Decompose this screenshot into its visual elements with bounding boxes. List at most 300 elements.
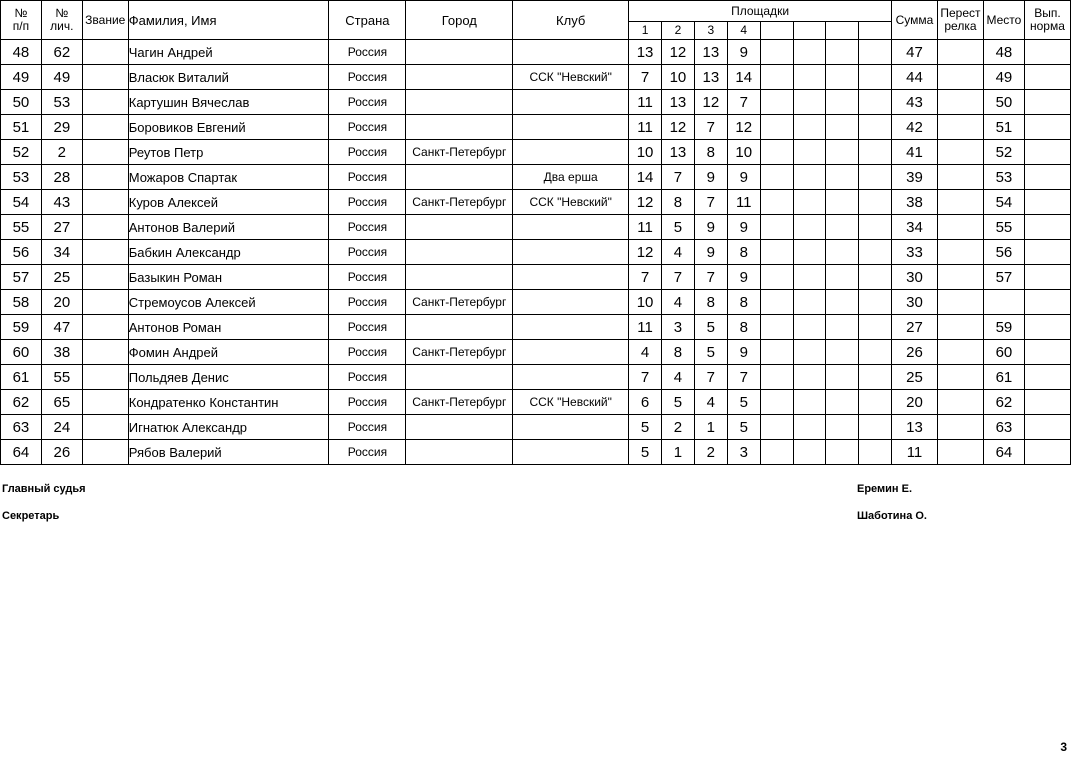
cell-perestrelka: [937, 190, 983, 215]
cell-num-pp: 53: [1, 165, 42, 190]
table-row: [1, 315, 1071, 340]
header-num-pp: № п/п: [1, 1, 42, 40]
cell-vyp-norma: [1024, 415, 1070, 440]
cell-site-2: 13: [661, 90, 694, 115]
cell-site-2: 13: [661, 140, 694, 165]
cell-site-8: [859, 190, 892, 215]
cell-city: [406, 90, 513, 115]
cell-name: Картушин Вячеслав: [128, 90, 329, 115]
table-row: [1, 415, 1071, 440]
cell-club: [513, 115, 629, 140]
cell-num-lich: 49: [41, 65, 82, 90]
cell-city: Санкт-Петербург: [406, 390, 513, 415]
cell-zvanie: [82, 90, 128, 115]
cell-site-1: 12: [629, 190, 662, 215]
cell-site-8: [859, 165, 892, 190]
cell-vyp-norma: [1024, 65, 1070, 90]
cell-site-3: 13: [694, 65, 727, 90]
cell-name: Игнатюк Александр: [128, 415, 329, 440]
cell-site-8: [859, 90, 892, 115]
cell-site-5: [760, 415, 793, 440]
cell-site-8: [859, 215, 892, 240]
cell-club: [513, 90, 629, 115]
cell-site-8: [859, 265, 892, 290]
cell-site-5: [760, 190, 793, 215]
cell-country: Россия: [329, 265, 406, 290]
cell-num-lich: 47: [41, 315, 82, 340]
cell-site-2: 8: [661, 190, 694, 215]
cell-site-1: 11: [629, 315, 662, 340]
cell-site-6: [793, 390, 826, 415]
header-site-8: [859, 22, 892, 40]
cell-country: Россия: [329, 340, 406, 365]
cell-site-4: 8: [727, 240, 760, 265]
cell-country: Россия: [329, 315, 406, 340]
cell-sum: 30: [892, 265, 938, 290]
table-row: [1, 215, 1071, 240]
cell-site-1: 5: [629, 415, 662, 440]
table-row: [1, 40, 1071, 65]
header-fio: Фамилия, Имя: [128, 1, 329, 40]
cell-place: 50: [983, 90, 1024, 115]
cell-site-7: [826, 115, 859, 140]
table-row: [1, 90, 1071, 115]
cell-place: 51: [983, 115, 1024, 140]
cell-num-pp: 58: [1, 290, 42, 315]
cell-zvanie: [82, 440, 128, 465]
cell-site-3: 12: [694, 90, 727, 115]
cell-sum: 42: [892, 115, 938, 140]
cell-place: 54: [983, 190, 1024, 215]
cell-site-5: [760, 215, 793, 240]
cell-city: [406, 40, 513, 65]
cell-vyp-norma: [1024, 290, 1070, 315]
cell-site-3: 13: [694, 40, 727, 65]
cell-site-3: 1: [694, 415, 727, 440]
cell-site-7: [826, 440, 859, 465]
cell-sum: 41: [892, 140, 938, 165]
cell-site-4: 9: [727, 340, 760, 365]
cell-site-8: [859, 115, 892, 140]
cell-site-6: [793, 65, 826, 90]
cell-site-3: 5: [694, 315, 727, 340]
cell-club: ССК "Невский": [513, 190, 629, 215]
cell-city: Санкт-Петербург: [406, 140, 513, 165]
cell-club: [513, 365, 629, 390]
table-row: [1, 140, 1071, 165]
cell-vyp-norma: [1024, 365, 1070, 390]
cell-zvanie: [82, 290, 128, 315]
cell-site-7: [826, 90, 859, 115]
cell-sum: 33: [892, 240, 938, 265]
cell-zvanie: [82, 115, 128, 140]
table-row: [1, 190, 1071, 215]
cell-city: [406, 415, 513, 440]
cell-name: Базыкин Роман: [128, 265, 329, 290]
cell-num-lich: 34: [41, 240, 82, 265]
table-row: [1, 265, 1071, 290]
cell-site-1: 10: [629, 290, 662, 315]
table-row: [1, 365, 1071, 390]
cell-num-lich: 62: [41, 40, 82, 65]
cell-site-8: [859, 340, 892, 365]
cell-site-1: 7: [629, 365, 662, 390]
cell-num-lich: 38: [41, 340, 82, 365]
cell-zvanie: [82, 215, 128, 240]
cell-name: Кондратенко Константин: [128, 390, 329, 415]
cell-perestrelka: [937, 440, 983, 465]
cell-site-4: 7: [727, 365, 760, 390]
cell-site-7: [826, 40, 859, 65]
cell-city: [406, 165, 513, 190]
cell-site-8: [859, 40, 892, 65]
cell-site-7: [826, 290, 859, 315]
cell-site-2: 7: [661, 165, 694, 190]
cell-city: [406, 215, 513, 240]
cell-city: [406, 240, 513, 265]
cell-num-pp: 61: [1, 365, 42, 390]
cell-name: Можаров Спартак: [128, 165, 329, 190]
cell-country: Россия: [329, 365, 406, 390]
cell-vyp-norma: [1024, 40, 1070, 65]
cell-site-3: 9: [694, 240, 727, 265]
cell-site-2: 12: [661, 115, 694, 140]
header-site-3: 3: [694, 22, 727, 40]
cell-site-7: [826, 240, 859, 265]
page-number: 3: [1060, 740, 1067, 754]
cell-site-6: [793, 115, 826, 140]
cell-club: [513, 315, 629, 340]
secretary-name: Шаботина О.: [857, 510, 927, 522]
cell-city: [406, 365, 513, 390]
cell-name: Чагин Андрей: [128, 40, 329, 65]
cell-sum: 34: [892, 215, 938, 240]
cell-num-lich: 26: [41, 440, 82, 465]
cell-zvanie: [82, 40, 128, 65]
cell-name: Антонов Валерий: [128, 215, 329, 240]
cell-site-3: 7: [694, 190, 727, 215]
cell-num-lich: 27: [41, 215, 82, 240]
header-site-4: 4: [727, 22, 760, 40]
cell-num-lich: 28: [41, 165, 82, 190]
header-site-2: 2: [661, 22, 694, 40]
cell-vyp-norma: [1024, 265, 1070, 290]
cell-site-2: 8: [661, 340, 694, 365]
cell-num-pp: 63: [1, 415, 42, 440]
cell-name: Куров Алексей: [128, 190, 329, 215]
cell-vyp-norma: [1024, 240, 1070, 265]
secretary-label: Секретарь: [2, 510, 60, 522]
cell-name: Реутов Петр: [128, 140, 329, 165]
cell-place: 63: [983, 415, 1024, 440]
cell-vyp-norma: [1024, 315, 1070, 340]
cell-club: [513, 40, 629, 65]
cell-site-8: [859, 440, 892, 465]
cell-site-8: [859, 315, 892, 340]
cell-site-6: [793, 315, 826, 340]
cell-name: Польдяев Денис: [128, 365, 329, 390]
cell-num-pp: 56: [1, 240, 42, 265]
cell-country: Россия: [329, 440, 406, 465]
cell-site-7: [826, 265, 859, 290]
table-row: [1, 290, 1071, 315]
cell-country: Россия: [329, 415, 406, 440]
cell-sum: 44: [892, 65, 938, 90]
cell-site-2: 2: [661, 415, 694, 440]
cell-site-1: 10: [629, 140, 662, 165]
cell-site-5: [760, 390, 793, 415]
cell-site-6: [793, 90, 826, 115]
cell-name: Боровиков Евгений: [128, 115, 329, 140]
cell-site-4: 7: [727, 90, 760, 115]
cell-site-8: [859, 240, 892, 265]
cell-perestrelka: [937, 365, 983, 390]
cell-site-6: [793, 365, 826, 390]
cell-vyp-norma: [1024, 165, 1070, 190]
cell-perestrelka: [937, 390, 983, 415]
cell-site-3: 8: [694, 290, 727, 315]
cell-place: 59: [983, 315, 1024, 340]
cell-site-8: [859, 65, 892, 90]
cell-country: Россия: [329, 190, 406, 215]
cell-club: [513, 290, 629, 315]
cell-site-2: 4: [661, 365, 694, 390]
cell-country: Россия: [329, 390, 406, 415]
cell-site-6: [793, 265, 826, 290]
cell-site-4: 5: [727, 390, 760, 415]
cell-site-3: 4: [694, 390, 727, 415]
cell-zvanie: [82, 340, 128, 365]
cell-site-3: 7: [694, 365, 727, 390]
table-row: [1, 240, 1071, 265]
cell-site-5: [760, 165, 793, 190]
cell-perestrelka: [937, 265, 983, 290]
cell-site-4: 9: [727, 40, 760, 65]
cell-num-pp: 48: [1, 40, 42, 65]
cell-club: Два ерша: [513, 165, 629, 190]
cell-num-lich: 53: [41, 90, 82, 115]
cell-name: Антонов Роман: [128, 315, 329, 340]
table-row: [1, 65, 1071, 90]
cell-country: Россия: [329, 290, 406, 315]
cell-site-3: 5: [694, 340, 727, 365]
cell-site-4: 10: [727, 140, 760, 165]
cell-vyp-norma: [1024, 340, 1070, 365]
cell-vyp-norma: [1024, 115, 1070, 140]
cell-site-3: 9: [694, 165, 727, 190]
cell-num-pp: 54: [1, 190, 42, 215]
cell-sum: 11: [892, 440, 938, 465]
cell-site-3: 8: [694, 140, 727, 165]
header-summa: Сумма: [892, 1, 938, 40]
cell-site-2: 1: [661, 440, 694, 465]
cell-num-pp: 52: [1, 140, 42, 165]
cell-place: 61: [983, 365, 1024, 390]
cell-site-8: [859, 290, 892, 315]
cell-site-7: [826, 340, 859, 365]
cell-sum: 39: [892, 165, 938, 190]
cell-site-2: 5: [661, 390, 694, 415]
cell-num-lich: 43: [41, 190, 82, 215]
header-vyp-norma: Вып. норма: [1024, 1, 1070, 40]
cell-city: Санкт-Петербург: [406, 190, 513, 215]
cell-num-pp: 50: [1, 90, 42, 115]
cell-num-pp: 59: [1, 315, 42, 340]
cell-site-5: [760, 315, 793, 340]
cell-club: [513, 415, 629, 440]
cell-site-2: 4: [661, 290, 694, 315]
cell-site-6: [793, 40, 826, 65]
table-row: [1, 440, 1071, 465]
cell-site-5: [760, 265, 793, 290]
table-row: [1, 390, 1071, 415]
cell-place: 55: [983, 215, 1024, 240]
cell-site-4: 12: [727, 115, 760, 140]
cell-site-7: [826, 190, 859, 215]
cell-vyp-norma: [1024, 440, 1070, 465]
cell-site-5: [760, 240, 793, 265]
cell-club: [513, 140, 629, 165]
cell-site-5: [760, 115, 793, 140]
cell-site-1: 11: [629, 115, 662, 140]
header-perestrelka: Перест релка: [937, 1, 983, 40]
cell-name: Стремоусов Алексей: [128, 290, 329, 315]
cell-name: Фомин Андрей: [128, 340, 329, 365]
cell-site-4: 8: [727, 290, 760, 315]
cell-zvanie: [82, 190, 128, 215]
cell-club: [513, 340, 629, 365]
cell-city: [406, 265, 513, 290]
header-site-6: [793, 22, 826, 40]
cell-site-7: [826, 415, 859, 440]
cell-site-5: [760, 65, 793, 90]
cell-country: Россия: [329, 240, 406, 265]
cell-sum: 43: [892, 90, 938, 115]
chief-judge-name: Еремин Е.: [857, 483, 913, 495]
cell-num-pp: 49: [1, 65, 42, 90]
header-ploshchadki: Площадки: [629, 1, 892, 22]
cell-perestrelka: [937, 40, 983, 65]
header-strana: Страна: [329, 1, 406, 40]
cell-perestrelka: [937, 165, 983, 190]
cell-zvanie: [82, 165, 128, 190]
cell-place: 57: [983, 265, 1024, 290]
cell-site-4: 3: [727, 440, 760, 465]
results-body: [1, 40, 1071, 465]
cell-place: 60: [983, 340, 1024, 365]
cell-site-1: 7: [629, 265, 662, 290]
cell-site-6: [793, 165, 826, 190]
cell-place: 48: [983, 40, 1024, 65]
cell-site-6: [793, 190, 826, 215]
cell-place: 62: [983, 390, 1024, 415]
cell-num-lich: 24: [41, 415, 82, 440]
cell-sum: 13: [892, 415, 938, 440]
cell-site-1: 5: [629, 440, 662, 465]
cell-site-6: [793, 140, 826, 165]
cell-zvanie: [82, 140, 128, 165]
cell-site-1: 7: [629, 65, 662, 90]
cell-perestrelka: [937, 340, 983, 365]
cell-num-pp: 64: [1, 440, 42, 465]
header-gorod: Город: [406, 1, 513, 40]
cell-perestrelka: [937, 215, 983, 240]
cell-site-4: 5: [727, 415, 760, 440]
cell-site-5: [760, 290, 793, 315]
cell-site-2: 12: [661, 40, 694, 65]
cell-city: [406, 65, 513, 90]
cell-site-2: 7: [661, 265, 694, 290]
cell-sum: 20: [892, 390, 938, 415]
cell-perestrelka: [937, 290, 983, 315]
cell-site-6: [793, 240, 826, 265]
cell-num-lich: 25: [41, 265, 82, 290]
cell-site-8: [859, 390, 892, 415]
cell-site-6: [793, 415, 826, 440]
cell-sum: 26: [892, 340, 938, 365]
cell-vyp-norma: [1024, 140, 1070, 165]
cell-club: [513, 215, 629, 240]
cell-city: Санкт-Петербург: [406, 290, 513, 315]
cell-city: [406, 440, 513, 465]
cell-place: 53: [983, 165, 1024, 190]
cell-site-2: 10: [661, 65, 694, 90]
cell-country: Россия: [329, 140, 406, 165]
cell-num-pp: 60: [1, 340, 42, 365]
cell-vyp-norma: [1024, 90, 1070, 115]
header-num-lich: № лич.: [41, 1, 82, 40]
cell-sum: 30: [892, 290, 938, 315]
cell-site-2: 4: [661, 240, 694, 265]
cell-num-lich: 2: [41, 140, 82, 165]
cell-zvanie: [82, 65, 128, 90]
cell-country: Россия: [329, 215, 406, 240]
cell-site-7: [826, 215, 859, 240]
cell-place: 56: [983, 240, 1024, 265]
cell-country: Россия: [329, 65, 406, 90]
cell-country: Россия: [329, 165, 406, 190]
cell-num-pp: 51: [1, 115, 42, 140]
cell-vyp-norma: [1024, 390, 1070, 415]
cell-city: [406, 115, 513, 140]
cell-site-3: 7: [694, 115, 727, 140]
cell-num-lich: 65: [41, 390, 82, 415]
cell-site-8: [859, 365, 892, 390]
cell-sum: 27: [892, 315, 938, 340]
cell-site-1: 4: [629, 340, 662, 365]
cell-site-3: 2: [694, 440, 727, 465]
cell-site-1: 11: [629, 215, 662, 240]
cell-site-5: [760, 340, 793, 365]
cell-site-8: [859, 415, 892, 440]
cell-site-6: [793, 215, 826, 240]
cell-club: ССК "Невский": [513, 65, 629, 90]
cell-site-6: [793, 440, 826, 465]
cell-site-6: [793, 340, 826, 365]
cell-site-1: 6: [629, 390, 662, 415]
cell-name: Рябов Валерий: [128, 440, 329, 465]
cell-place: 64: [983, 440, 1024, 465]
cell-site-5: [760, 365, 793, 390]
cell-site-7: [826, 165, 859, 190]
cell-site-4: 9: [727, 265, 760, 290]
cell-site-8: [859, 140, 892, 165]
cell-site-5: [760, 90, 793, 115]
cell-site-4: 9: [727, 165, 760, 190]
cell-site-7: [826, 390, 859, 415]
cell-site-1: 12: [629, 240, 662, 265]
cell-site-3: 9: [694, 215, 727, 240]
